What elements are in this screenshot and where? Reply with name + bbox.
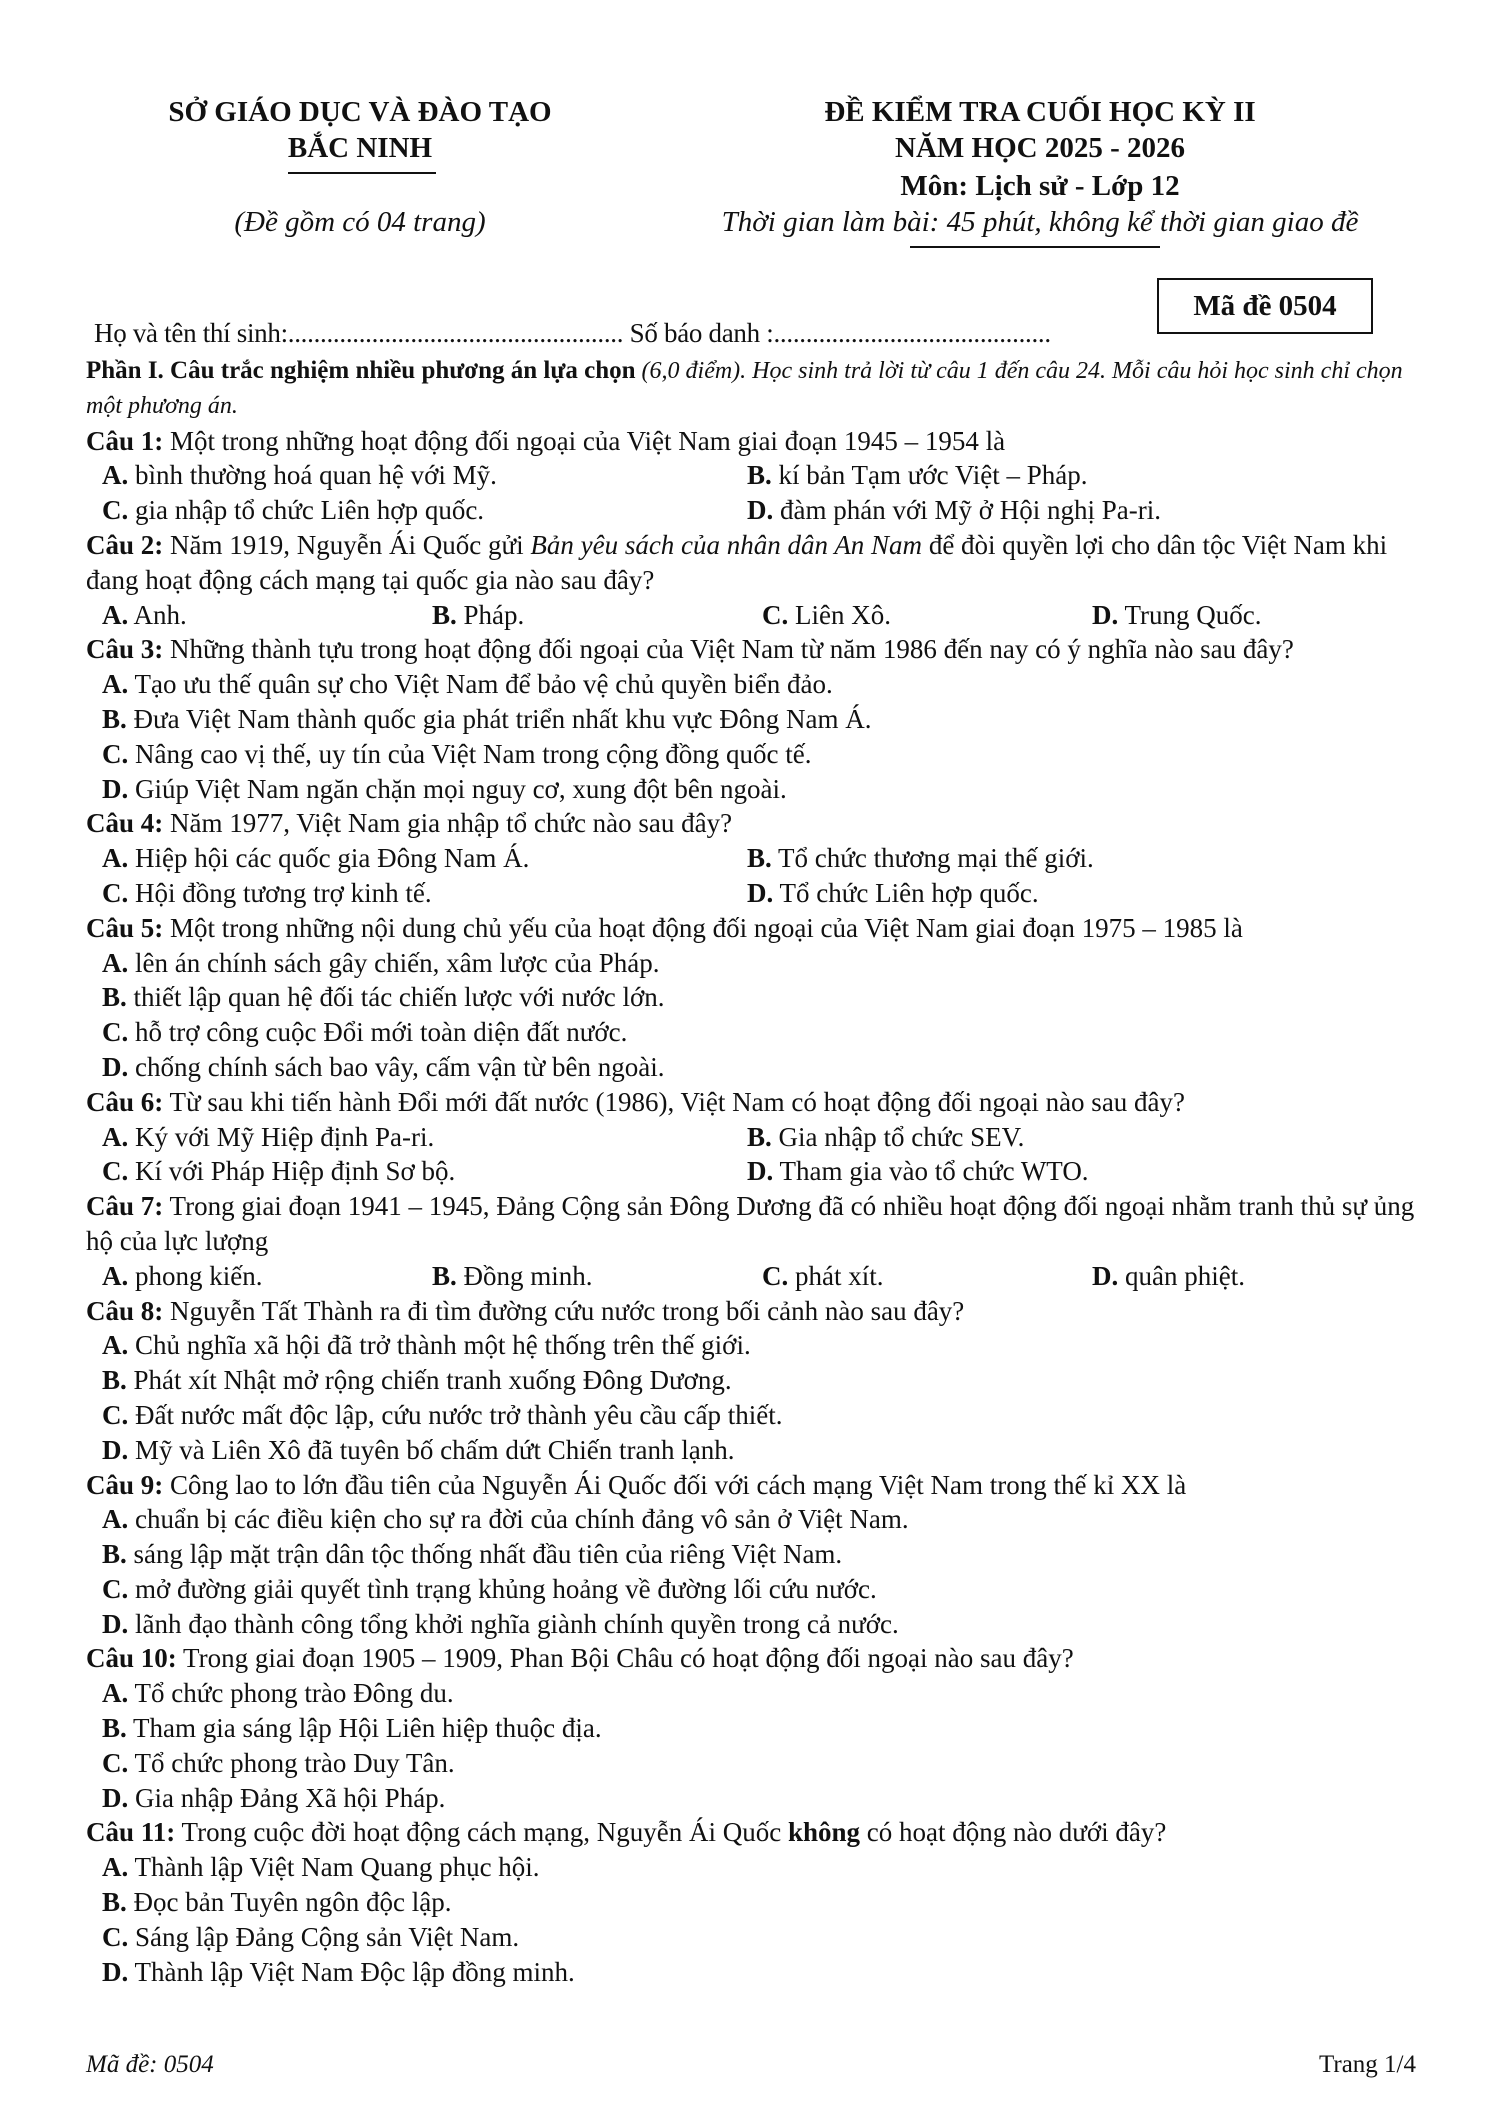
option-c (746, 598, 1076, 633)
options-row (86, 1676, 1416, 1711)
option-text: Thành lập Việt Nam Quang phục hội. (128, 1852, 540, 1883)
question-5 (86, 911, 1416, 1085)
option-letter: D. (102, 1434, 129, 1465)
option-b (86, 1363, 1416, 1398)
question-stem (86, 1085, 1416, 1120)
option-text: Tham gia vào tổ chức WTO. (773, 1156, 1089, 1187)
option-d (1076, 598, 1406, 633)
header-org: SỞ GIÁO DỤC VÀ ĐÀO TẠO (168, 96, 552, 128)
options-row (86, 1120, 1416, 1155)
option-text: Giúp Việt Nam ngăn chặn mọi nguy cơ, xung đột bên ngoài. (128, 773, 787, 804)
question-number: Câu 5: (86, 912, 164, 943)
options-row (86, 1363, 1416, 1398)
option-letter: A. (102, 1330, 129, 1361)
option-d (86, 1781, 1416, 1816)
option-b (86, 702, 1416, 737)
options-row (86, 980, 1416, 1015)
option-text: lãnh đạo thành công tổng khởi nghĩa giành chính quyền trong cả nước. (128, 1608, 899, 1639)
option-c (86, 1746, 1416, 1781)
question-number: Câu 11: (86, 1817, 176, 1848)
question-4 (86, 806, 1416, 910)
option-letter: D. (102, 1051, 129, 1082)
question-stem (86, 1641, 1416, 1676)
option-letter: C. (102, 495, 129, 526)
option-text: Tổ chức phong trào Duy Tân. (128, 1747, 455, 1778)
option-letter: C. (102, 1017, 129, 1048)
option-b (86, 1885, 1416, 1920)
option-a (86, 1502, 1416, 1537)
question-number: Câu 1: (86, 425, 164, 456)
option-a (86, 1676, 1416, 1711)
exam-body (86, 354, 1416, 1989)
options-row (86, 1607, 1416, 1642)
options-row (86, 1885, 1416, 1920)
question-text: Công lao to lớn đầu tiên của Nguyễn Ái Quốc đối với cách mạng Việt Nam trong thế kỉ XX là (163, 1469, 1187, 1500)
option-b (731, 1120, 1376, 1155)
option-d (731, 493, 1376, 528)
question-11 (86, 1815, 1416, 1989)
option-c (86, 876, 731, 911)
option-letter: B. (747, 460, 772, 491)
question-3 (86, 632, 1416, 806)
question-text: Một trong những nội dung chủ yếu của hoạt động đối ngoại của Việt Nam giai đoạn 1975 – 1985 là (163, 912, 1243, 943)
option-text: Pháp. (456, 599, 525, 630)
options-row (86, 458, 1416, 493)
option-letter: B. (102, 1539, 127, 1570)
option-letter: B. (432, 599, 457, 630)
option-d (731, 1154, 1376, 1189)
options-row (86, 1502, 1416, 1537)
option-text: Anh. (128, 599, 187, 630)
option-a (86, 1259, 416, 1294)
question-text: Những thành tựu trong hoạt động đối ngoại của Việt Nam từ năm 1986 đến nay có ý nghĩa nào sau đây? (163, 634, 1294, 665)
option-letter: C. (762, 599, 789, 630)
question-stem (86, 1294, 1416, 1329)
part1-label: Phần I. Câu trắc nghiệm nhiều phương án lựa chọn (86, 357, 636, 384)
option-letter: C. (102, 1573, 129, 1604)
options-row (86, 667, 1416, 702)
candidate-info-line: Họ và tên thí sinh:.................................................... Số báo danh :........................................... (94, 318, 1051, 348)
option-letter: A. (102, 1260, 129, 1291)
option-text: Mỹ và Liên Xô đã tuyên bố chấm dứt Chiến tranh lạnh. (128, 1434, 735, 1465)
option-d (731, 876, 1376, 911)
option-letter: B. (747, 1121, 772, 1152)
option-b (86, 980, 1416, 1015)
option-text: quân phiệt. (1118, 1260, 1245, 1291)
question-1 (86, 424, 1416, 528)
options-row (86, 1850, 1416, 1885)
option-text: phong kiến. (128, 1260, 263, 1291)
option-letter: A. (102, 1504, 129, 1535)
option-a (86, 458, 731, 493)
option-letter: B. (102, 1887, 127, 1918)
option-text: Gia nhập tổ chức SEV. (771, 1121, 1025, 1152)
option-text: gia nhập tổ chức Liên hợp quốc. (128, 495, 485, 526)
options-row (86, 1154, 1416, 1189)
option-text: Đưa Việt Nam thành quốc gia phát triển nhất khu vực Đông Nam Á. (126, 703, 872, 734)
option-a (86, 841, 731, 876)
question-9 (86, 1468, 1416, 1642)
question-text: Từ sau khi tiến hành Đổi mới đất nước (1986), Việt Nam có hoạt động đối ngoại nào sau đây? (163, 1086, 1186, 1117)
option-text: Ký với Mỹ Hiệp định Pa-ri. (128, 1121, 435, 1152)
option-a (86, 946, 1416, 981)
option-letter: D. (747, 877, 774, 908)
option-c (86, 1572, 1416, 1607)
option-text: Hội đồng tương trợ kinh tế. (128, 877, 432, 908)
options-row (86, 1328, 1416, 1363)
options-row (86, 1920, 1416, 1955)
option-text: lên án chính sách gây chiến, xâm lược của Pháp. (128, 947, 660, 978)
option-letter: A. (102, 1678, 129, 1709)
question-7 (86, 1189, 1416, 1293)
time-underline (910, 246, 1160, 248)
question-stem (86, 528, 1416, 598)
options-row (86, 1433, 1416, 1468)
option-text: Trung Quốc. (1118, 599, 1262, 630)
option-letter: A. (102, 1121, 129, 1152)
question-stem (86, 632, 1416, 667)
header-pages-note: (Đề gồm có 04 trang) (234, 206, 486, 238)
options-row (86, 1259, 1416, 1294)
option-c (86, 1154, 731, 1189)
option-text: Tạo ưu thế quân sự cho Việt Nam để bảo vệ chủ quyền biển đảo. (128, 669, 833, 700)
question-text: Nguyễn Tất Thành ra đi tìm đường cứu nước trong bối cảnh nào sau đây? (163, 1295, 965, 1326)
options-row (86, 1781, 1416, 1816)
question-10 (86, 1641, 1416, 1815)
option-d (86, 1955, 1416, 1990)
option-letter: D. (102, 1608, 129, 1639)
exam-title: ĐỀ KIỂM TRA CUỐI HỌC KỲ II (824, 96, 1256, 128)
option-letter: D. (1092, 1260, 1119, 1291)
option-letter: D. (747, 495, 774, 526)
option-text: Chủ nghĩa xã hội đã trở thành một hệ thống trên thế giới. (128, 1330, 751, 1361)
option-c (86, 493, 731, 528)
option-letter: A. (102, 1852, 129, 1883)
option-text: thiết lập quan hệ đối tác chiến lược với nước lớn. (126, 982, 665, 1013)
option-letter: A. (102, 669, 129, 700)
option-text: phát xít. (788, 1260, 884, 1291)
option-text: đàm phán với Mỹ ở Hội nghị Pa-ri. (773, 495, 1162, 526)
option-text: Tổ chức thương mại thế giới. (771, 843, 1094, 874)
option-a (86, 1850, 1416, 1885)
options-row (86, 1746, 1416, 1781)
question-stem (86, 806, 1416, 841)
exam-subject: Môn: Lịch sử - Lớp 12 (900, 170, 1180, 202)
option-text: Phát xít Nhật mở rộng chiến tranh xuống Đông Dương. (126, 1365, 732, 1396)
question-stem (86, 1189, 1416, 1259)
option-text: Sáng lập Đảng Cộng sản Việt Nam. (128, 1921, 520, 1952)
question-text: có hoạt động nào dưới đây? (860, 1817, 1167, 1848)
options-row (86, 1711, 1416, 1746)
footer-exam-code: Mã đề: 0504 (86, 2051, 214, 2078)
option-text: bình thường hoá quan hệ với Mỹ. (128, 460, 497, 491)
option-text: Đất nước mất độc lập, cứu nước trở thành yêu cầu cấp thiết. (128, 1399, 783, 1430)
option-a (86, 667, 1416, 702)
options-row (86, 702, 1416, 737)
option-text: Đọc bản Tuyên ngôn độc lập. (126, 1887, 452, 1918)
question-text: Trong cuộc đời hoạt động cách mạng, Nguyễn Ái Quốc (175, 1817, 788, 1848)
option-text: chống chính sách bao vây, cấm vận từ bên ngoài. (128, 1051, 665, 1082)
question-text: Bản yêu sách của nhân dân An Nam (530, 529, 923, 560)
question-number: Câu 7: (86, 1191, 164, 1222)
question-text: Năm 1919, Nguyễn Ái Quốc gửi (163, 529, 531, 560)
option-letter: C. (102, 738, 129, 769)
option-letter: C. (762, 1260, 789, 1291)
question-8 (86, 1294, 1416, 1468)
question-number: Câu 8: (86, 1295, 164, 1326)
option-letter: B. (102, 703, 127, 734)
option-text: Hiệp hội các quốc gia Đông Nam Á. (128, 843, 530, 874)
question-number: Câu 6: (86, 1086, 164, 1117)
option-letter: A. (102, 843, 129, 874)
question-text: Một trong những hoạt động đối ngoại của Việt Nam giai đoạn 1945 – 1954 là (163, 425, 1006, 456)
option-b (86, 1537, 1416, 1572)
option-text: mở đường giải quyết tình trạng khủng hoảng về đường lối cứu nước. (128, 1573, 877, 1604)
question-stem (86, 911, 1416, 946)
option-text: Liên Xô. (788, 599, 891, 630)
option-text: Nâng cao vị thế, uy tín của Việt Nam trong cộng đồng quốc tế. (128, 738, 812, 769)
options-row (86, 946, 1416, 981)
option-letter: D. (102, 1956, 129, 1987)
option-letter: C. (102, 877, 129, 908)
option-b (416, 1259, 746, 1294)
question-number: Câu 4: (86, 808, 164, 839)
part1-intro (86, 354, 1416, 424)
option-letter: A. (102, 460, 129, 491)
question-text: Năm 1977, Việt Nam gia nhập tổ chức nào sau đây? (163, 808, 733, 839)
option-text: Thành lập Việt Nam Độc lập đồng minh. (128, 1956, 575, 1987)
question-2 (86, 528, 1416, 632)
option-text: chuẩn bị các điều kiện cho sự ra đời của chính đảng vô sản ở Việt Nam. (128, 1504, 909, 1535)
question-6 (86, 1085, 1416, 1189)
options-row (86, 1537, 1416, 1572)
option-letter: B. (102, 1365, 127, 1396)
options-row (86, 737, 1416, 772)
footer-page-number: Trang 1/4 (1318, 2051, 1416, 2078)
options-row (86, 876, 1416, 911)
options-row (86, 1015, 1416, 1050)
option-letter: C. (102, 1156, 129, 1187)
options-row (86, 598, 1416, 633)
option-text: hỗ trợ công cuộc Đổi mới toàn diện đất nước. (128, 1017, 628, 1048)
province-underline (288, 172, 436, 174)
question-stem (86, 1468, 1416, 1503)
exam-code-box: Mã đề 0504 (1157, 278, 1373, 334)
option-text: Tham gia sáng lập Hội Liên hiệp thuộc địa. (126, 1713, 602, 1744)
header-province: BẮC NINH (287, 132, 433, 164)
question-number: Câu 2: (86, 529, 164, 560)
option-c (86, 1920, 1416, 1955)
options-row (86, 841, 1416, 876)
option-letter: B. (102, 1713, 127, 1744)
option-d (86, 1433, 1416, 1468)
option-d (1076, 1259, 1406, 1294)
question-number: Câu 3: (86, 634, 164, 665)
option-letter: A. (102, 947, 129, 978)
options-row (86, 1050, 1416, 1085)
option-letter: D. (747, 1156, 774, 1187)
options-row (86, 1398, 1416, 1433)
options-row (86, 772, 1416, 807)
option-b (86, 1711, 1416, 1746)
question-text: không (787, 1817, 861, 1848)
option-a (86, 1120, 731, 1155)
options-row (86, 1955, 1416, 1990)
option-letter: D. (1092, 599, 1119, 630)
option-text: kí bản Tạm ước Việt – Pháp. (771, 460, 1088, 491)
question-text: Trong giai đoạn 1941 – 1945, Đảng Cộng sản Đông Dương đã có nhiều hoạt động đối ngoại nhằm tranh thủ sự ủng hộ của lực lượng (86, 1191, 1415, 1256)
option-c (86, 1015, 1416, 1050)
option-letter: C. (102, 1747, 129, 1778)
option-letter: C. (102, 1921, 129, 1952)
school-year: NĂM HỌC 2025 - 2026 (895, 132, 1185, 164)
option-text: Gia nhập Đảng Xã hội Pháp. (128, 1782, 446, 1813)
option-text: Đồng minh. (456, 1260, 593, 1291)
options-row (86, 493, 1416, 528)
part1-instruction: (6,0 điểm). Học sinh trả lời từ câu 1 đến câu 24. Mỗi câu hỏi học sinh chỉ chọn một phương án. (86, 358, 1403, 419)
option-letter: B. (102, 982, 127, 1013)
question-number: Câu 9: (86, 1469, 164, 1500)
options-row (86, 1572, 1416, 1607)
option-a (86, 598, 416, 633)
option-a (86, 1328, 1416, 1363)
option-c (86, 737, 1416, 772)
question-stem (86, 424, 1416, 459)
question-text: Trong giai đoạn 1905 – 1909, Phan Bội Châu có hoạt động đối ngoại nào sau đây? (176, 1643, 1074, 1674)
question-stem (86, 1815, 1416, 1850)
option-d (86, 1050, 1416, 1085)
question-text: để đòi quyền lợi cho dân tộc Việt Nam khi đang hoạt động cách mạng tại quốc gia nào sau đây? (86, 529, 1388, 595)
option-c (746, 1259, 1076, 1294)
option-letter: D. (102, 1782, 129, 1813)
exam-time-note: Thời gian làm bài: 45 phút, không kể thời gian giao đề (721, 206, 1359, 238)
option-text: sáng lập mặt trận dân tộc thống nhất đầu tiên của riêng Việt Nam. (126, 1539, 843, 1570)
option-d (86, 772, 1416, 807)
option-b (731, 458, 1376, 493)
option-letter: B. (432, 1260, 457, 1291)
option-c (86, 1398, 1416, 1433)
option-text: Kí với Pháp Hiệp định Sơ bộ. (128, 1156, 456, 1187)
option-letter: C. (102, 1399, 129, 1430)
option-text: Tổ chức phong trào Đông du. (128, 1678, 454, 1709)
option-letter: A. (102, 599, 129, 630)
question-number: Câu 10: (86, 1643, 177, 1674)
option-d (86, 1607, 1416, 1642)
option-b (731, 841, 1376, 876)
option-letter: D. (102, 773, 129, 804)
option-letter: B. (747, 843, 772, 874)
option-text: Tổ chức Liên hợp quốc. (773, 877, 1039, 908)
option-b (416, 598, 746, 633)
